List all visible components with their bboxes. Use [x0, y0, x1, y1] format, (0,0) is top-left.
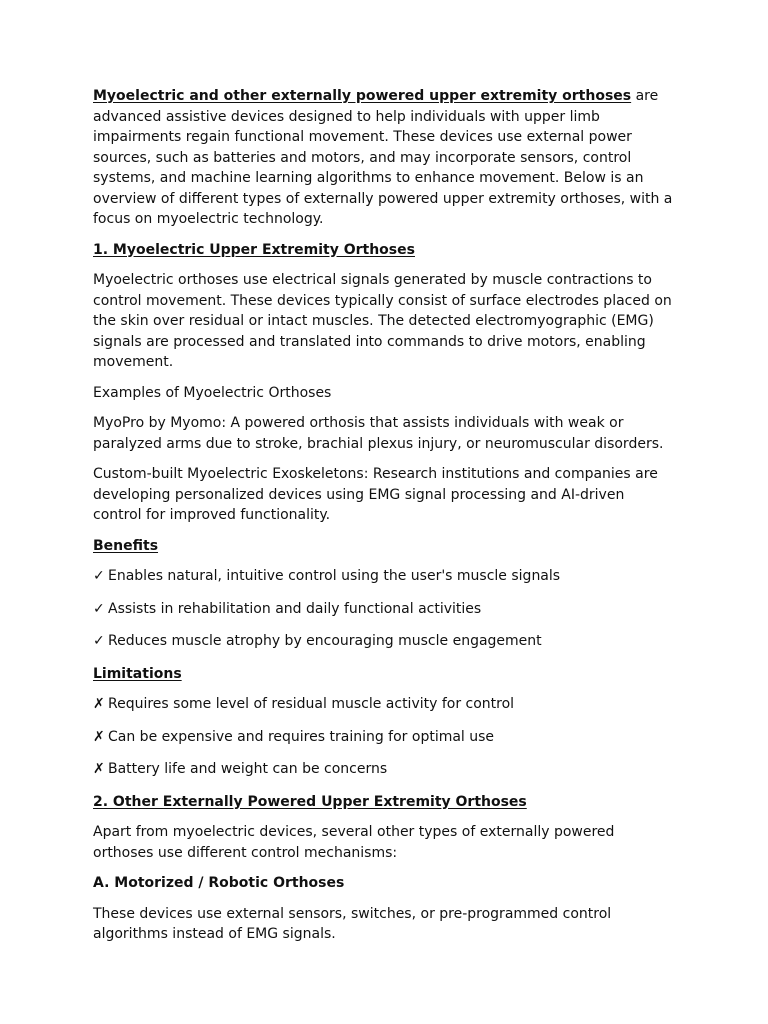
benefit-item [93, 599, 677, 620]
benefits-heading: Benefits [93, 537, 159, 554]
example-myopro: MyoPro by Myomo: A powered orthosis that assists individuals with weak or paralyzed arms due to stroke, brachial plexus injury, or neuromuscular disorders. [93, 415, 664, 452]
benefit-text: Enables natural, intuitive control using the user's muscle signals [108, 568, 561, 584]
section2-heading: 2. Other Externally Powered Upper Extremity Orthoses [93, 793, 527, 810]
section2-body: Apart from myoelectric devices, several other types of externally powered orthoses use different control mechanisms: [93, 824, 615, 861]
document-page [93, 86, 677, 955]
section1-heading: 1. Myoelectric Upper Extremity Orthoses [93, 241, 415, 258]
intro-lead: Myoelectric and other externally powered upper extremity orthoses [93, 88, 632, 104]
limitation-text: Battery life and weight can be concerns [108, 761, 388, 777]
benefit-text: Assists in rehabilitation and daily functional activities [108, 600, 482, 617]
check-icon: ✓ [93, 568, 105, 584]
limitations-heading: Limitations [93, 665, 182, 682]
section1-body: Myoelectric orthoses use electrical signals generated by muscle contractions to control movement. These devices typically consist of surface electrodes placed on the skin over residual or intact muscles. The detected electromyographic (EMG) signals are processed and translated into commands to drive motors, enabling movement. [93, 272, 672, 370]
benefit-text: Reduces muscle atrophy by encouraging muscle engagement [108, 633, 542, 649]
limitation-item [93, 694, 677, 715]
limitation-text: Requires some level of residual muscle activity for control [108, 696, 515, 712]
intro-text: are advanced assistive devices designed to help individuals with upper limb impairments regain functional movement. These devices use external power sources, such as batteries and motors, and may incorporate sensors, control systems, and machine learning algorithms to enhance movement. Below is an overview of different types of externally powered upper extremity orthoses, with a focus on myoelectric technology. [93, 88, 673, 227]
section2-sub-body: These devices use external sensors, switches, or pre-programmed control algorithms instead of EMG signals. [93, 905, 612, 942]
intro-paragraph [93, 86, 677, 230]
section2-subheading: A. Motorized / Robotic Orthoses [93, 875, 345, 891]
limitation-text: Can be expensive and requires training for optimal use [108, 728, 495, 745]
check-icon: ✓ [93, 633, 105, 649]
cross-icon: ✗ [93, 761, 105, 777]
limitation-item [93, 759, 677, 780]
example-custom-exoskeletons: Custom-built Myoelectric Exoskeletons: Research institutions and companies are developing personalized devices using EMG signal processing and AI-driven control for improved functionality. [93, 466, 658, 523]
benefit-item [93, 631, 677, 652]
check-icon: ✓ [93, 600, 105, 617]
cross-icon: ✗ [93, 728, 105, 745]
cross-icon: ✗ [93, 696, 105, 712]
benefit-item [93, 566, 677, 587]
examples-label: Examples of Myoelectric Orthoses [93, 384, 332, 401]
limitation-item [93, 727, 677, 748]
